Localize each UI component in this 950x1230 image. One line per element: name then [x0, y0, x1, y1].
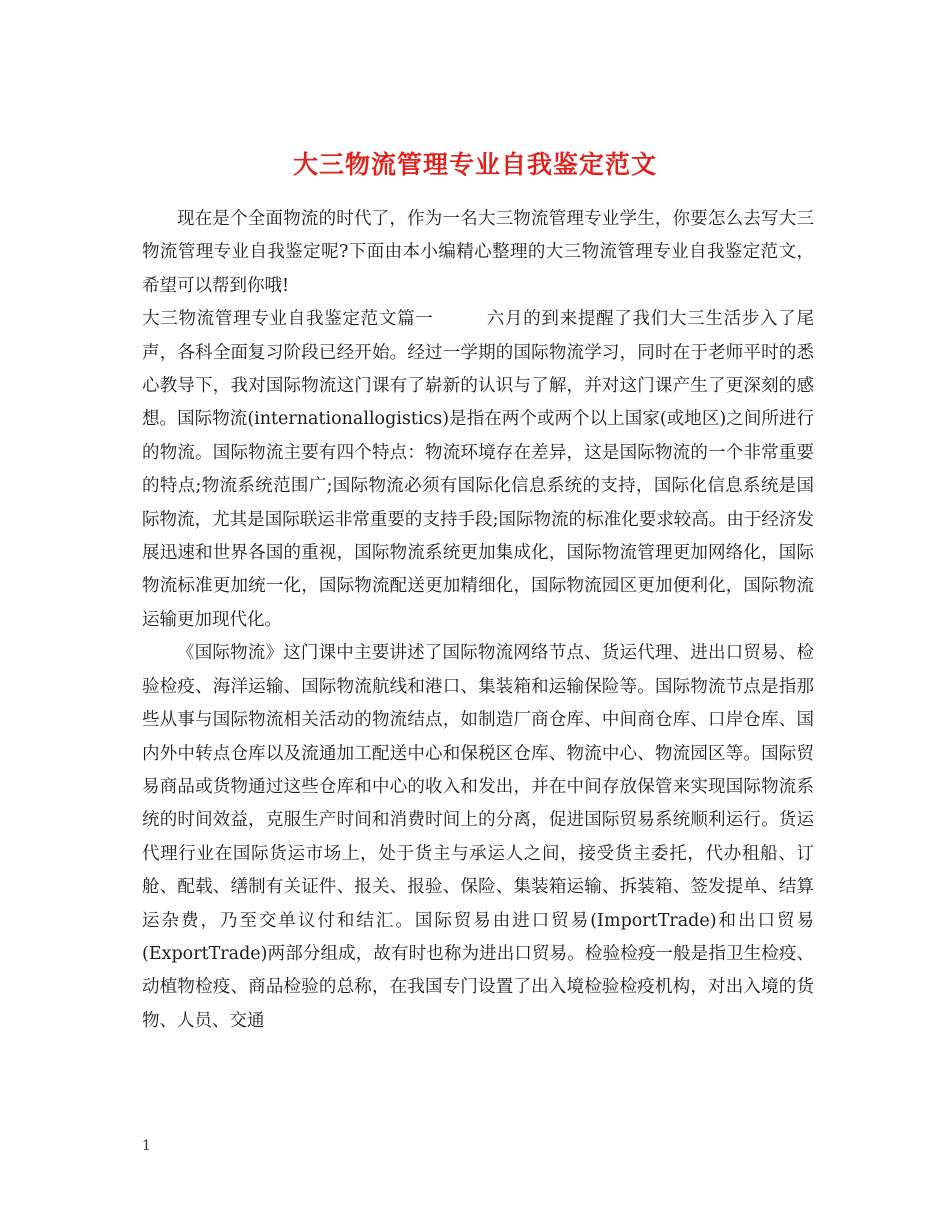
section-one-paragraph — [142, 303, 814, 637]
document-title: 大三物流管理专业自我鉴定范文 — [292, 149, 657, 179]
section-heading: 大三物流管理专业自我鉴定范文篇一 — [142, 309, 434, 330]
section-first-text: 六月的到来提醒了我们大三生活步入了尾声，各科全面复习阶段已经开始。经过一学期的国际物流学习，同时在于老师平时的悉心教导下，我对国际物流这门课有了崭新的认识与了解，并对这门课产生了更深刻的感想。国际物流(internationallogistics)是指在两个或两个以上国家(或地区)之间所进行的物流。国际物流主要有四个特点：物流环境存在差异，这是国际物流的一个非常重要的特点;物流系统范围广;国际物流必须有国际化信息系统的支持，国际化信息系统是国际物流，尤其是国际联运非常重要的支持手段;国际物流的标准化要求较高。由于经济发展迅速和世界各国的重视，国际物流系统更加集成化，国际物流管理更加网络化，国际物流标准更加统一化，国际物流配送更加精细化，国际物流园区更加便利化，国际物流运输更加现代化。 — [142, 309, 815, 630]
document-body — [142, 203, 814, 1038]
page-number: 1 — [142, 1138, 151, 1154]
second-paragraph: 《国际物流》这门课中主要讲述了国际物流网络节点、货运代理、进出口贸易、检验检疫、海洋运输、国际物流航线和港口、集装箱和运输保险等。国际物流节点是指那些从事与国际物流相关活动的物流结点，如制造厂商仓库、中间商仓库、口岸仓库、国内外中转点仓库以及流通加工配送中心和保税区仓库、物流中心、物流园区等。国际贸易商品或货物通过这些仓库和中心的收入和发出，并在中间存放保管来实现国际物流系统的时间效益，克服生产时间和消费时间上的分离，促进国际贸易系统顺利运行。货运代理行业在国际货运市场上，处于货主与承运人之间，接受货主委托，代办租船、订舱、配载、缮制有关证件、报关、报验、保险、集装箱运输、拆装箱、签发提单、结算运杂费，乃至交单议付和结汇。国际贸易由进口贸易(ImportTrade)和出口贸易(ExportTrade)两部分组成，故有时也称为进出口贸易。检验检疫一般是指卫生检疫、动植物检疫、商品检验的总称，在我国专门设置了出入境检验检疫机构，对出入境的货物、人员、交通 — [142, 643, 814, 1031]
intro-paragraph: 现在是个全面物流的时代了，作为一名大三物流管理专业学生，你要怎么去写大三物流管理专业自我鉴定呢?下面由本小编精心整理的大三物流管理专业自我鉴定范文，希望可以帮到你哦! — [142, 209, 814, 296]
